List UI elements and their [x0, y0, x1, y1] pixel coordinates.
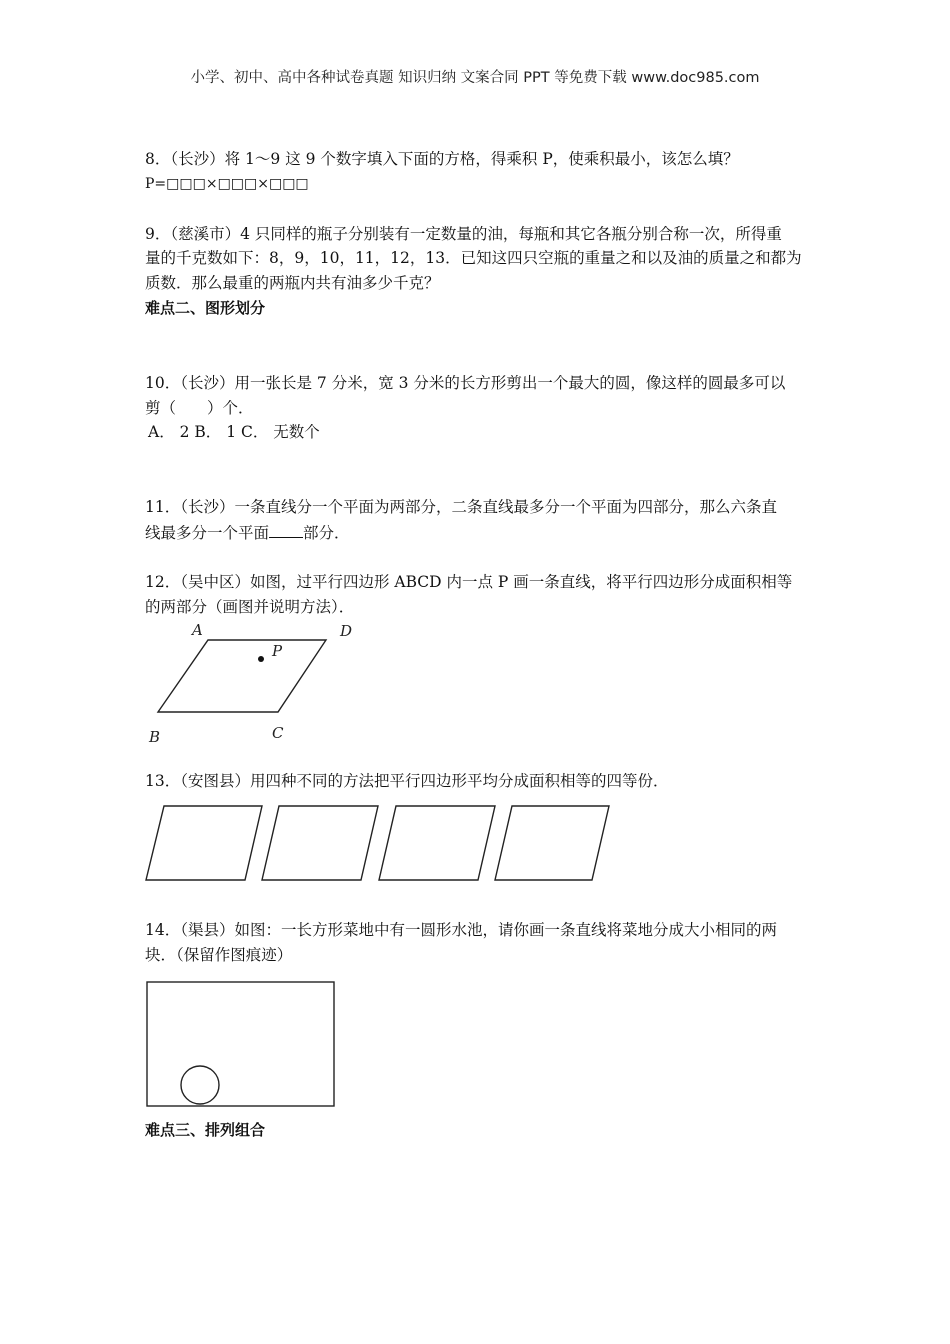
parallelogram-2 — [262, 806, 378, 880]
point-p — [258, 656, 264, 662]
rectangle-field — [147, 982, 334, 1106]
q14-text-1: 14．（渠县）如图：一长方形菜地中有一圆形水池，请你画一条直线将菜地分成大小相同的两 — [145, 921, 777, 939]
q13-figure — [140, 800, 620, 890]
label-a: A — [192, 621, 203, 639]
label-d: D — [340, 622, 353, 640]
q13-text-1: 13．（安图县）用四种不同的方法把平行四边形平均分成面积相等的四等份． — [145, 772, 669, 790]
section-heading-2: 难点二、图形划分 — [145, 299, 266, 317]
q14-text-2: 块．（保留作图痕迹） — [145, 946, 293, 964]
section-heading-3: 难点三、排列组合 — [145, 1121, 266, 1139]
q14-figure — [145, 980, 337, 1110]
label-c: C — [272, 724, 284, 742]
parallelogram-3 — [379, 806, 495, 880]
q10-text-2: 剪（ ）个． — [145, 399, 254, 417]
answer-blank — [269, 522, 303, 538]
q11-text-2 — [145, 522, 350, 543]
q9-text-1: 9．（慈溪市）4 只同样的瓶子分别装有一定数量的油，每瓶和其它各瓶分别合称一次，所得重 — [145, 225, 782, 243]
q12-text-2: 的两部分（画图并说明方法）． — [145, 598, 355, 616]
q12-figure — [140, 618, 370, 748]
label-p: P — [272, 642, 283, 660]
q10-text-1: 10．（长沙）用一张长是 7 分米，宽 3 分米的长方形剪出一个最大的圆，像这样的圆最多可以 — [145, 374, 786, 392]
q11-text-1: 11．（长沙）一条直线分一个平面为两部分，二条直线最多分一个平面为四部分，那么六条直 — [145, 498, 777, 516]
parallelogram-abcd — [158, 640, 326, 712]
q9-text-3: 质数．那么最重的两瓶内共有油多少千克？ — [145, 274, 440, 292]
circular-pool — [181, 1066, 219, 1104]
parallelogram-4 — [495, 806, 609, 880]
q11-text-2b: 部分． — [303, 524, 350, 542]
label-b: B — [149, 728, 161, 746]
q9-text-2: 量的千克数如下：8，9，10，11，12，13．已知这四只空瓶的重量之和以及油的质量之和都为 — [145, 249, 802, 267]
q8-formula: P=□□□×□□□×□□□ — [145, 176, 309, 192]
page-header: 小学、初中、高中各种试卷真题 知识归纳 文案合同 PPT 等免费下载 www.doc985.com — [190, 70, 760, 86]
parallelogram-1 — [146, 806, 262, 880]
q8-text: 8．（长沙）将 1～9 这 9 个数字填入下面的方格，得乘积 P，使乘积最小，该怎么填？ — [145, 150, 739, 168]
q10-options: A． 2 B． 1 C． 无数个 — [148, 423, 320, 441]
q12-text-1: 12．（吴中区）如图，过平行四边形 ABCD 内一点 P 画一条直线，将平行四边形分成面积相等 — [145, 573, 793, 591]
q11-text-2a: 线最多分一个平面 — [145, 524, 270, 542]
